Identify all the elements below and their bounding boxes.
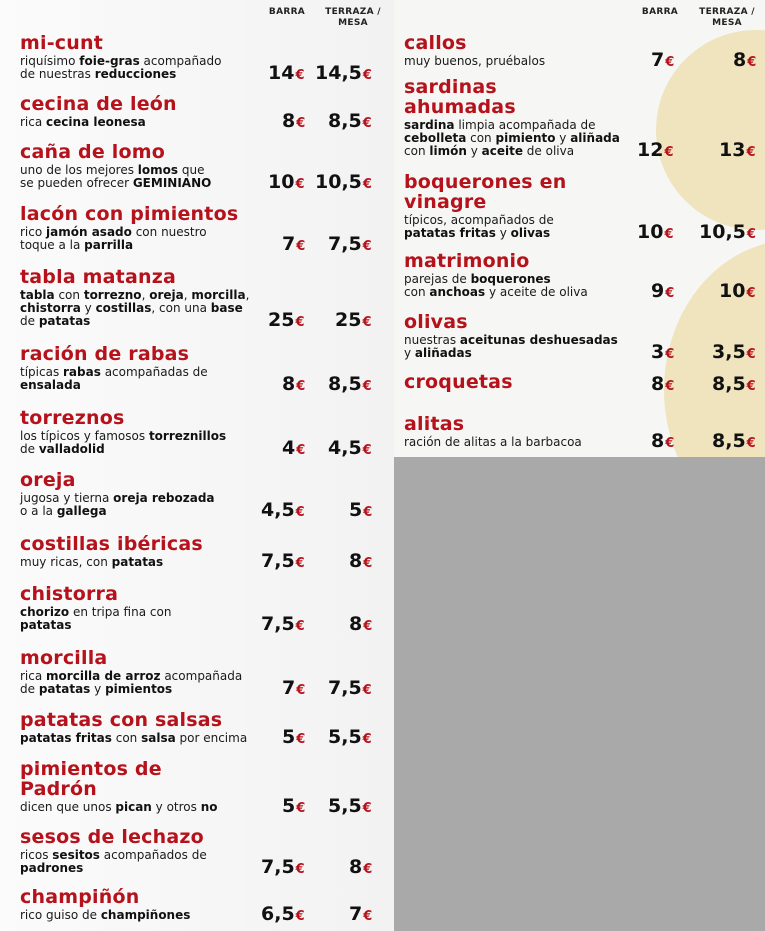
terraza-header: TERRAZA / MESA — [325, 7, 381, 28]
item-name: chistorra — [20, 583, 119, 605]
barra-price: 8€ — [651, 430, 675, 452]
barra-header: BARRA — [268, 7, 306, 17]
item-name: pimientos de Padrón — [20, 758, 162, 800]
terraza-price: 7,5€ — [328, 677, 372, 699]
barra-price: 6,5€ — [261, 903, 305, 925]
item-description: jugosa y tierna oreja rebozada o a la gallega — [20, 491, 215, 518]
item-description: patatas fritas con salsa por encima — [20, 731, 248, 745]
terraza-price: 14,5€ — [315, 62, 372, 84]
item-name: lacón con pimientos — [20, 203, 239, 225]
terraza-price: 7€ — [349, 903, 373, 925]
item-name: costillas ibéricas — [20, 533, 203, 555]
barra-price: 7€ — [651, 49, 675, 71]
terraza-price: 8,5€ — [712, 430, 756, 452]
barra-price: 4€ — [282, 437, 306, 459]
item-name: morcilla — [20, 647, 108, 669]
terraza-header-right: TERRAZA / MESA — [699, 7, 755, 28]
barra-price: 10€ — [268, 171, 305, 193]
item-name: sardinas ahumadas — [404, 76, 516, 118]
barra-price: 8€ — [282, 373, 306, 395]
terraza-price: 4,5€ — [328, 437, 372, 459]
barra-price: 5€ — [282, 726, 306, 748]
terraza-price: 13€ — [719, 139, 756, 161]
item-name: cecina de león — [20, 93, 177, 115]
terraza-price: 10,5€ — [315, 171, 372, 193]
terraza-price: 25€ — [335, 309, 372, 331]
item-name: boquerones en vinagre — [404, 171, 567, 213]
barra-price: 25€ — [268, 309, 305, 331]
item-description: uno de los mejores lomos que se pueden ofrecer GEMINIANO — [20, 163, 212, 190]
barra-price: 7,5€ — [261, 856, 305, 878]
barra-price: 8€ — [651, 373, 675, 395]
terraza-price: 10€ — [719, 280, 756, 302]
terraza-price: 8,5€ — [328, 373, 372, 395]
item-name: patatas con salsas — [20, 709, 223, 731]
item-name: croquetas — [404, 371, 513, 393]
barra-price: 3€ — [651, 341, 675, 363]
item-description: sardina limpia acompañada de cebolleta con pimiento y aliñada con limón y aceite de oliva — [404, 118, 620, 158]
barra-price: 7€ — [282, 233, 306, 255]
item-description: típicos, acompañados de patatas fritas y olivas — [404, 213, 554, 240]
item-name: olivas — [404, 311, 468, 333]
barra-price: 14€ — [268, 62, 305, 84]
barra-price: 12€ — [637, 139, 674, 161]
item-description: ración de alitas a la barbacoa — [404, 435, 582, 449]
item-description: chorizo en tripa fina con patatas — [20, 605, 172, 632]
barra-price: 8€ — [282, 110, 306, 132]
terraza-price: 5€ — [349, 499, 373, 521]
barra-price: 9€ — [651, 280, 675, 302]
item-name: tabla matanza — [20, 266, 176, 288]
barra-price: 5€ — [282, 795, 306, 817]
barra-price: 7,5€ — [261, 613, 305, 635]
item-description: rico jamón asado con nuestro toque a la parrilla — [20, 225, 207, 252]
barra-header-right: BARRA — [641, 7, 679, 17]
terraza-price: 5,5€ — [328, 726, 372, 748]
item-description: rica morcilla de arroz acompañada de patatas y pimientos — [20, 669, 243, 696]
terraza-price: 8€ — [349, 613, 373, 635]
terraza-price: 7,5€ — [328, 233, 372, 255]
barra-price: 7,5€ — [261, 550, 305, 572]
item-description: ricos sesitos acompañados de padrones — [20, 848, 207, 875]
item-name: caña de lomo — [20, 141, 165, 163]
item-name: torreznos — [20, 407, 125, 429]
item-description: muy buenos, pruébalos — [404, 54, 546, 68]
item-name: champiñón — [20, 886, 140, 908]
terraza-price: 8€ — [733, 49, 757, 71]
barra-price: 10€ — [637, 221, 674, 243]
menu-right-panel — [394, 0, 765, 457]
barra-price: 4,5€ — [261, 499, 305, 521]
item-description: parejas de boquerones con anchoas y aceite de oliva — [404, 272, 588, 299]
item-description: riquísimo foie-gras acompañado de nuestras reducciones — [20, 54, 222, 81]
terraza-price: 8€ — [349, 550, 373, 572]
item-description: los típicos y famosos torreznillos de valladolid — [20, 429, 227, 456]
item-description: dicen que unos pican y otros no — [20, 800, 218, 814]
item-description: rica cecina leonesa — [20, 115, 146, 129]
terraza-price: 5,5€ — [328, 795, 372, 817]
item-name: callos — [404, 32, 467, 54]
item-description: tabla con torrezno, oreja, morcilla, chistorra y costillas, con una base de patatas — [20, 288, 250, 328]
terraza-price: 8,5€ — [328, 110, 372, 132]
terraza-price: 8,5€ — [712, 373, 756, 395]
terraza-price: 10,5€ — [699, 221, 756, 243]
item-name: alitas — [404, 413, 465, 435]
barra-price: 7€ — [282, 677, 306, 699]
item-name: sesos de lechazo — [20, 826, 204, 848]
item-description: típicas rabas acompañadas de ensalada — [20, 365, 208, 392]
item-name: oreja — [20, 469, 76, 491]
item-description: rico guiso de champiñones — [20, 908, 191, 922]
item-name: matrimonio — [404, 250, 530, 272]
terraza-price: 3,5€ — [712, 341, 756, 363]
item-description: nuestras aceitunas deshuesadas y aliñadas — [404, 333, 618, 360]
item-name: ración de rabas — [20, 343, 190, 365]
terraza-price: 8€ — [349, 856, 373, 878]
item-description: muy ricas, con patatas — [20, 555, 164, 569]
item-name: mi-cunt — [20, 32, 103, 54]
